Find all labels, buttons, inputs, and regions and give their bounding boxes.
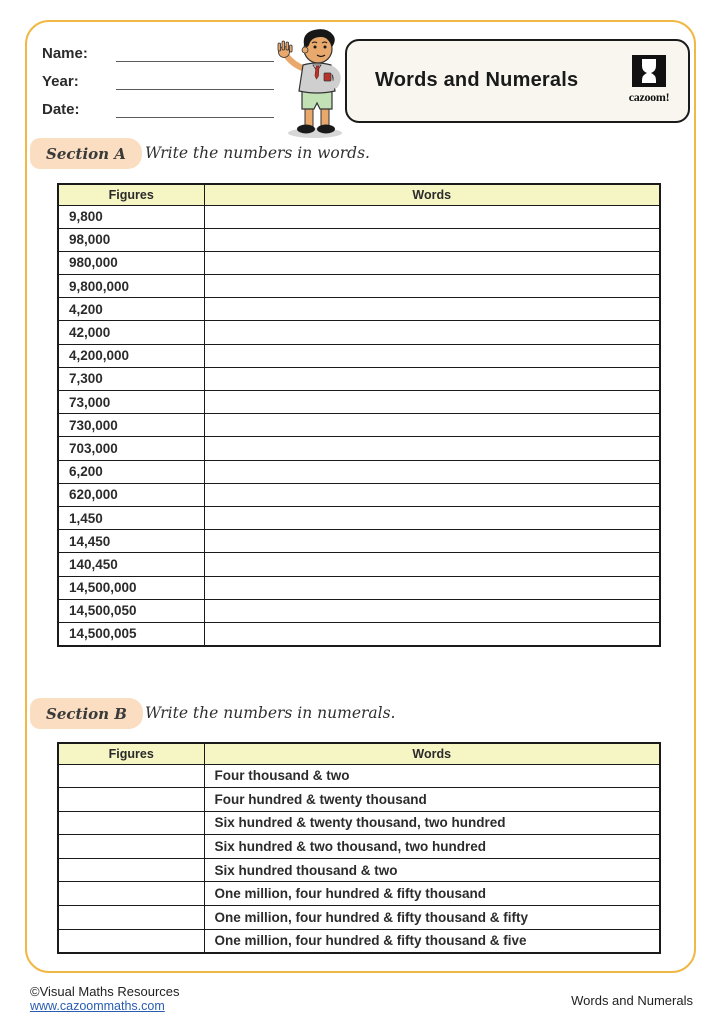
figure-cell: 9,800 [58,205,204,228]
table-row [58,858,660,882]
section-b-label: Section B [30,698,143,729]
figure-answer-cell [58,858,204,882]
worksheet-title: Words and Numerals [375,69,579,91]
section-a-tbody [58,205,660,646]
table-header-row [58,184,660,205]
year-input-line[interactable] [116,72,274,90]
figure-cell: 730,000 [58,414,204,437]
figure-answer-cell [58,788,204,812]
figures-column-header: Figures [58,184,204,205]
word-cell: One million, four hundred & fifty thousand & fifty [204,906,660,930]
word-answer-cell [204,414,660,437]
words-column-header: Words [204,184,660,205]
figure-cell: 4,200,000 [58,344,204,367]
word-answer-cell [204,460,660,483]
word-answer-cell [204,275,660,298]
figure-cell: 14,500,000 [58,576,204,599]
word-cell: One million, four hundred & fifty thousand & five [204,929,660,953]
table-row [58,460,660,483]
figure-answer-cell [58,906,204,930]
website-link[interactable]: www.cazoommaths.com [30,999,165,1013]
table-row [58,835,660,859]
word-answer-cell [204,228,660,251]
year-field-row [42,68,274,90]
name-input-line[interactable] [116,44,274,62]
table-row [58,764,660,788]
section-b-tbody [58,764,660,953]
table-row [58,506,660,529]
word-answer-cell [204,205,660,228]
word-cell: Six hundred thousand & two [204,858,660,882]
table-row [58,576,660,599]
worksheet-title-box [345,39,690,123]
figure-cell: 14,500,050 [58,599,204,622]
section-a-instruction: Write the numbers in words. [145,144,370,162]
word-answer-cell [204,344,660,367]
table-row [58,367,660,390]
table-row [58,599,660,622]
word-answer-cell [204,622,660,645]
word-answer-cell [204,437,660,460]
figure-cell: 14,500,005 [58,622,204,645]
figure-cell: 98,000 [58,228,204,251]
figure-answer-cell [58,835,204,859]
word-cell: Four hundred & twenty thousand [204,788,660,812]
table-row [58,530,660,553]
figure-cell: 4,200 [58,298,204,321]
section-b-instruction: Write the numbers in numerals. [145,704,396,722]
figure-cell: 620,000 [58,483,204,506]
word-answer-cell [204,298,660,321]
word-cell: Six hundred & twenty thousand, two hundred [204,811,660,835]
date-field-row [42,96,274,118]
word-answer-cell [204,483,660,506]
figure-cell: 1,450 [58,506,204,529]
cazoom-logo-text: cazoom! [628,90,670,104]
word-cell: One million, four hundred & fifty thousand [204,882,660,906]
word-cell: Four thousand & two [204,764,660,788]
date-input-line[interactable] [116,100,274,118]
table-row [58,321,660,344]
word-answer-cell [204,251,660,274]
word-answer-cell [204,506,660,529]
word-cell: Six hundred & two thousand, two hundred [204,835,660,859]
figure-cell: 6,200 [58,460,204,483]
figures-column-header: Figures [58,743,204,764]
word-answer-cell [204,576,660,599]
figure-cell: 703,000 [58,437,204,460]
section-a-label: Section A [30,138,142,169]
figure-cell: 14,450 [58,530,204,553]
table-row [58,929,660,953]
student-info-fields [42,40,274,124]
word-answer-cell [204,553,660,576]
figure-cell: 9,800,000 [58,275,204,298]
figure-cell: 980,000 [58,251,204,274]
table-row [58,205,660,228]
figure-cell: 73,000 [58,391,204,414]
table-row [58,553,660,576]
table-row [58,344,660,367]
cazoom-logo [623,55,675,105]
words-column-header: Words [204,743,660,764]
year-label: Year: [42,73,79,90]
word-answer-cell [204,391,660,414]
footer-worksheet-name: Words and Numerals [571,993,693,1008]
footer-left [30,984,180,1013]
table-row [58,437,660,460]
table-row [58,622,660,645]
table-row [58,483,660,506]
section-a-table [57,183,661,647]
name-label: Name: [42,45,88,62]
figure-answer-cell [58,764,204,788]
table-row [58,811,660,835]
date-label: Date: [42,101,80,118]
word-answer-cell [204,321,660,344]
figure-answer-cell [58,811,204,835]
copyright-text: ©Visual Maths Resources [30,984,180,999]
table-row [58,251,660,274]
word-answer-cell [204,367,660,390]
table-row [58,275,660,298]
cazoom-hourglass-icon [632,55,666,87]
word-answer-cell [204,530,660,553]
table-header-row [58,743,660,764]
figure-cell: 140,450 [58,553,204,576]
figure-answer-cell [58,929,204,953]
table-row [58,298,660,321]
table-row [58,414,660,437]
figure-cell: 42,000 [58,321,204,344]
section-b-table [57,742,661,954]
table-row [58,391,660,414]
figure-answer-cell [58,882,204,906]
name-field-row [42,40,274,62]
table-row [58,228,660,251]
figure-cell: 7,300 [58,367,204,390]
table-row [58,906,660,930]
table-row [58,882,660,906]
table-row [58,788,660,812]
word-answer-cell [204,599,660,622]
